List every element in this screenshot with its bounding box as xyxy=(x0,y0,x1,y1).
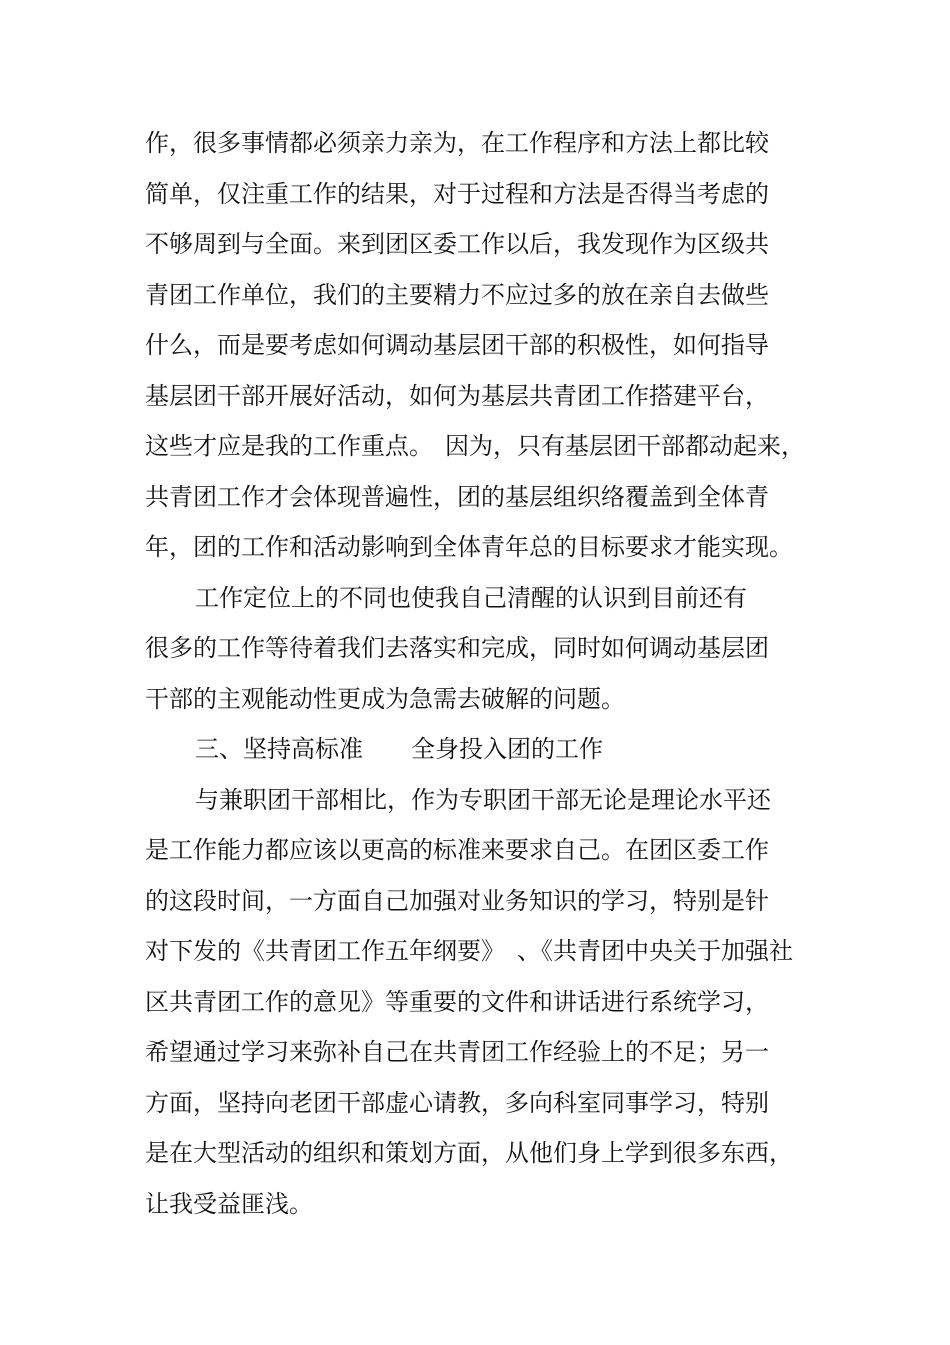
text-line: 什么，而是要考虑如何调动基层团干部的积极性，如何指导 xyxy=(145,331,769,359)
text-line: 的这段时间，一方面自己加强对业务知识的学习，特别是针 xyxy=(145,886,769,915)
text-line: 青团工作单位，我们的主要精力不应过多的放在亲自去做些 xyxy=(145,280,769,309)
body-text xyxy=(145,118,805,1229)
text-line: 作，很多事情都必须亲力亲为，在工作程序和方法上都比较 xyxy=(145,129,769,157)
section-heading: 三、坚持高标准 全身投入团的工作 xyxy=(195,735,603,763)
paragraph-start-line: 工作定位上的不同也使我自己清醒的认识到目前还有 xyxy=(195,583,747,612)
text-line: 希望通过学习来弥补自己在共青团工作经验上的不足；另一 xyxy=(145,1038,769,1066)
text-line: 对下发的《共青团工作五年纲要》 、《共青团中央关于加强社 xyxy=(145,937,793,965)
text-line: 让我受益匪浅。 xyxy=(145,1189,313,1218)
text-line: 这些才应是我的工作重点。 因为，只有基层团干部都动起来， xyxy=(145,432,805,460)
text-line: 年，团的工作和活动影响到全体青年总的目标要求才能实现。 xyxy=(145,533,793,561)
text-line: 基层团干部开展好活动，如何为基层共青团工作搭建平台， xyxy=(145,381,769,410)
text-line: 不够周到与全面。来到团区委工作以后，我发现作为区级共 xyxy=(145,230,769,258)
paragraph-start-line: 与兼职团干部相比，作为专职团干部无论是理论水平还 xyxy=(195,785,771,814)
text-line: 区共青团工作的意见》等重要的文件和讲话进行系统学习， xyxy=(145,987,769,1016)
text-line: 是工作能力都应该以更高的标准来要求自己。在团区委工作 xyxy=(145,836,769,864)
text-line: 很多的工作等待着我们去落实和完成，同时如何调动基层团 xyxy=(145,634,769,662)
text-line: 方面，坚持向老团干部虚心请教，多向科室同事学习，特别 xyxy=(145,1088,769,1117)
text-line: 干部的主观能动性更成为急需去破解的问题。 xyxy=(145,684,625,713)
text-line: 是在大型活动的组织和策划方面，从他们身上学到很多东西， xyxy=(145,1139,793,1167)
text-line: 简单，仅注重工作的结果，对于过程和方法是否得当考虑的 xyxy=(145,179,769,208)
text-line: 共青团工作才会体现普遍性，团的基层组织络覆盖到全体青 xyxy=(145,482,769,511)
